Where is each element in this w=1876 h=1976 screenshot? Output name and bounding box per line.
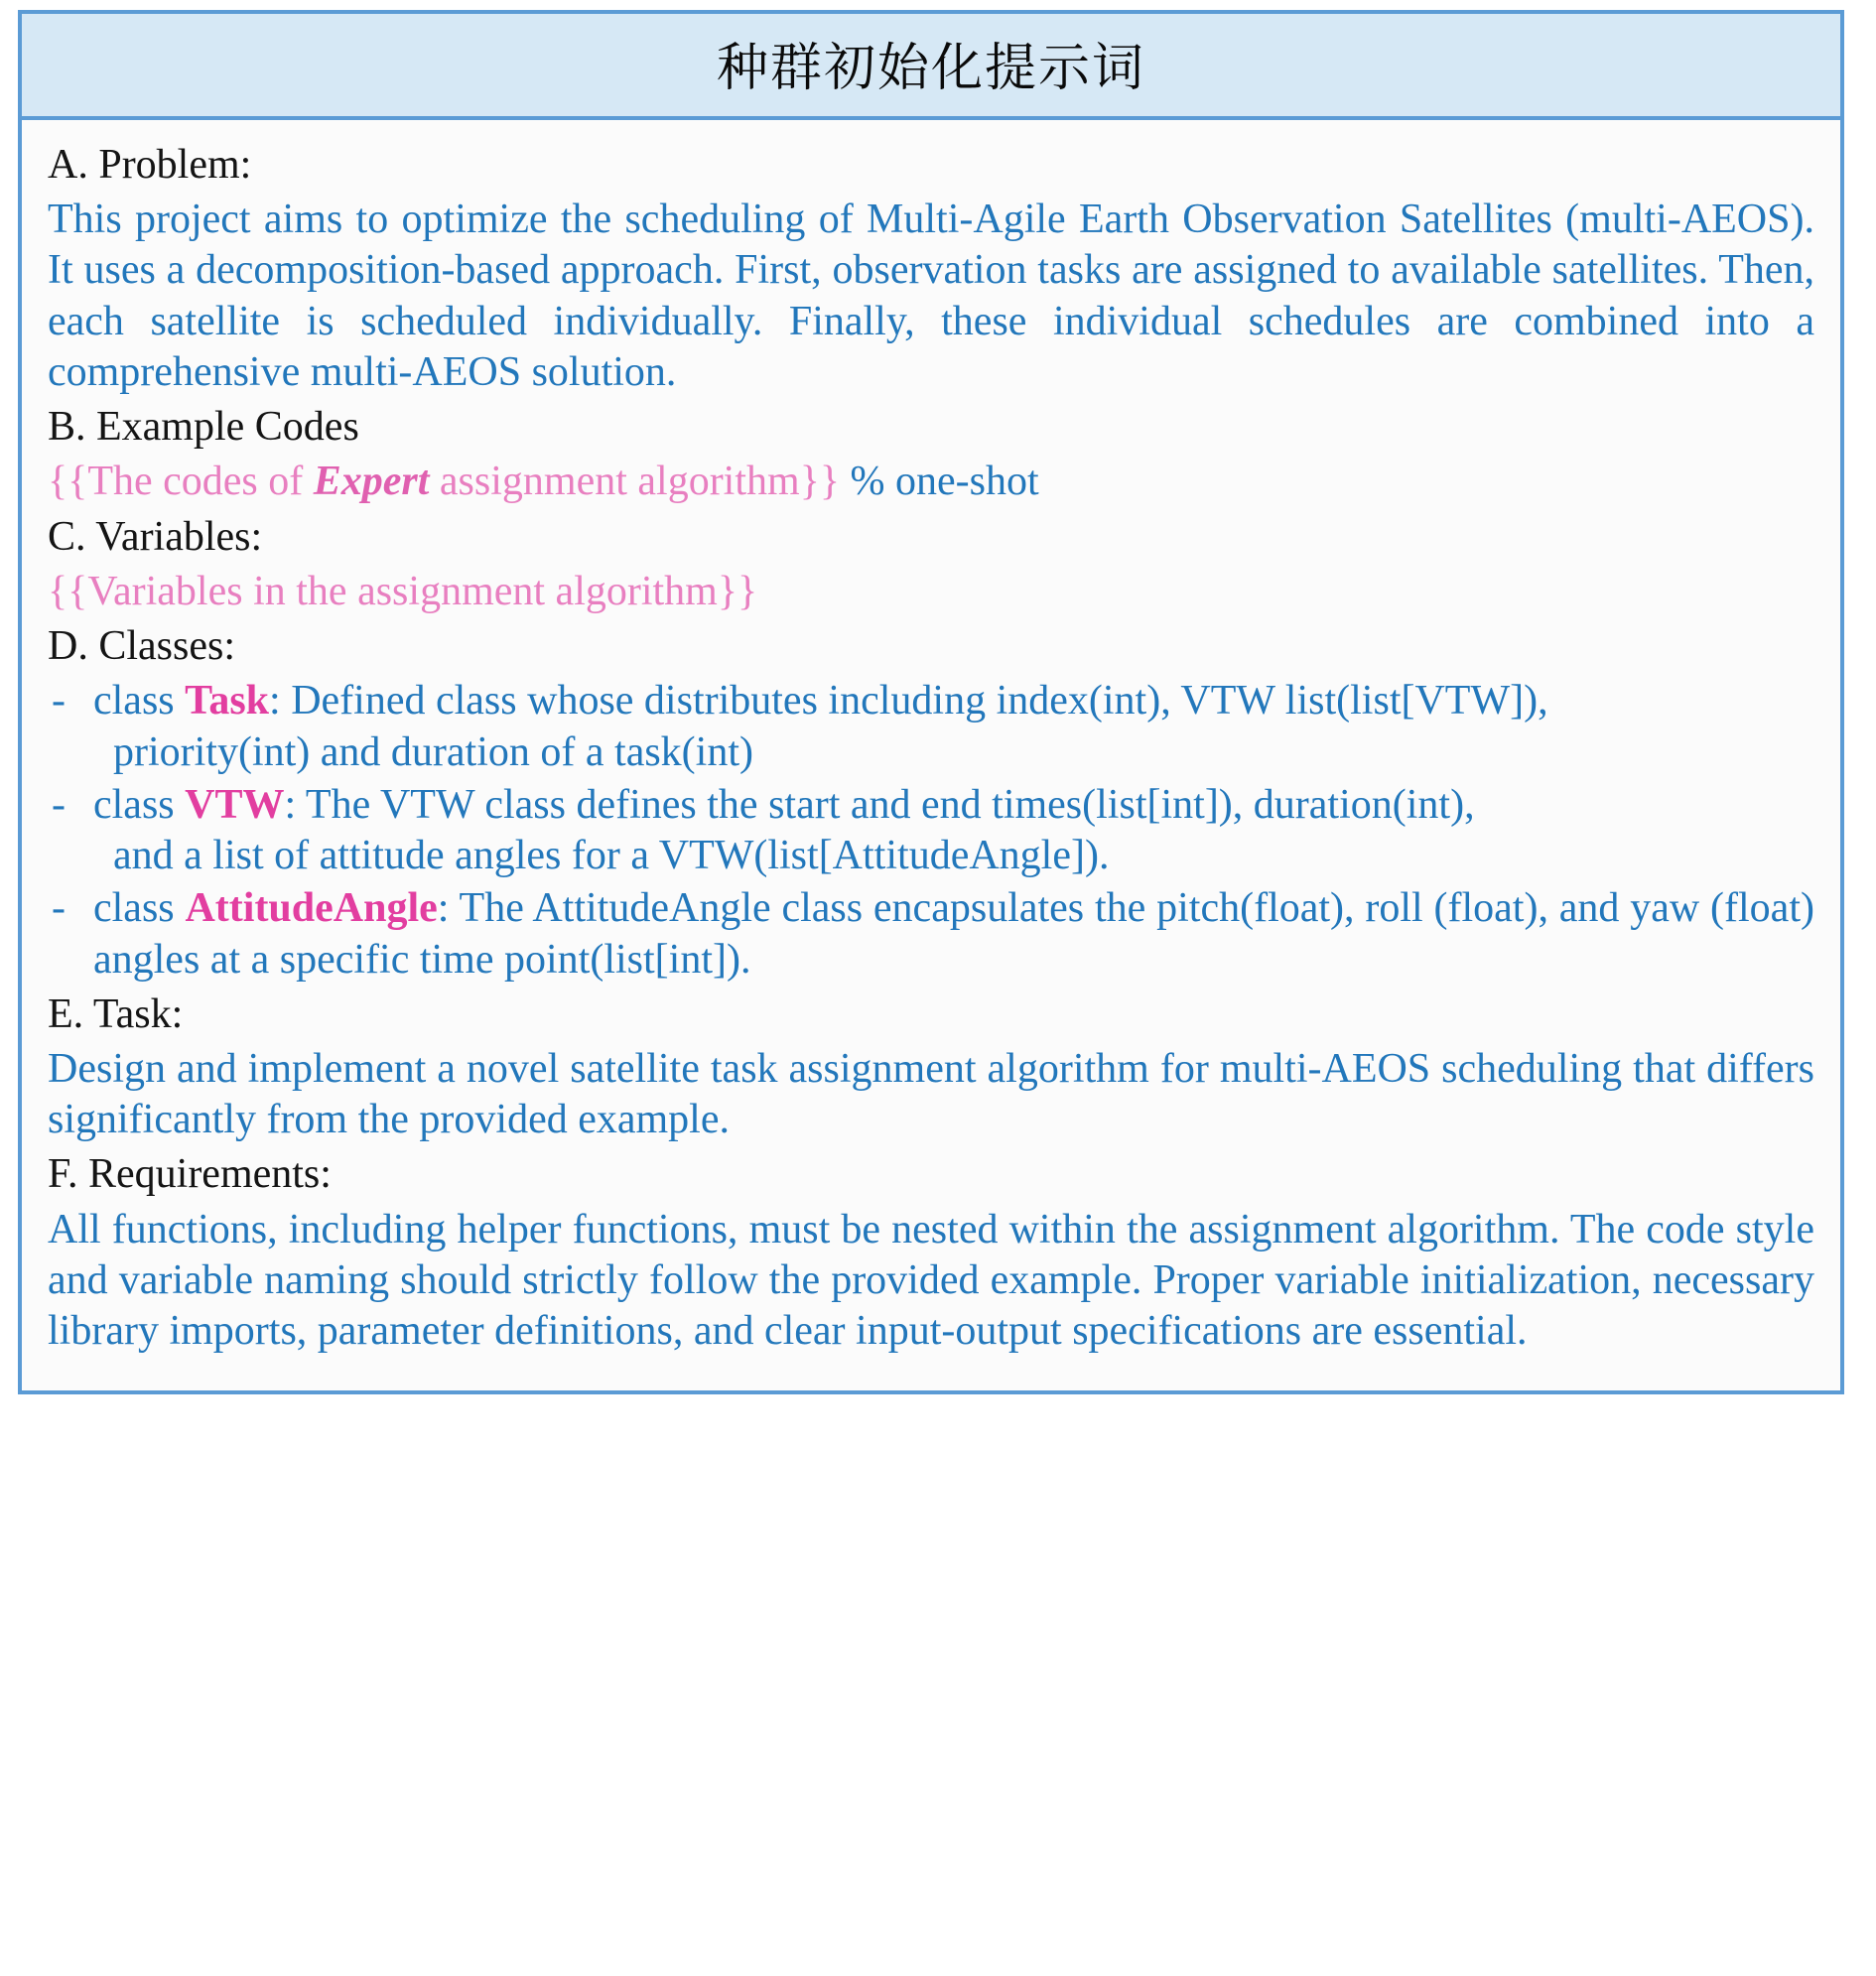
bullet-dash: - (52, 885, 66, 932)
prompt-box (18, 10, 1844, 1394)
section-label-variables: C. Variables: (48, 513, 263, 560)
prompt-title: 种群初始化提示词 (22, 14, 1840, 120)
class-pre: class (93, 678, 186, 725)
class-post: : Defined class whose distributes including index(int), VTW list(list[VTW]), (269, 678, 1548, 725)
class-keyword: Task (185, 678, 270, 725)
section-label-task: E. Task: (48, 990, 184, 1037)
example-codes-keyword: Expert (313, 459, 430, 505)
class-item-vtw (48, 780, 1814, 831)
prompt-body (22, 120, 1840, 1390)
class-item-text (93, 883, 1814, 985)
class-post: : The AttitudeAngle class encapsulates the pitch(float), roll (float), and yaw (float) angles at a specific time point(list[int]). (93, 885, 1814, 983)
class-keyword: AttitudeAngle (185, 885, 438, 932)
example-codes-pre: {{The codes of (48, 459, 314, 505)
section-label-requirements: F. Requirements: (48, 1151, 332, 1198)
section-text-problem: This project aims to optimize the scheduling of Multi-Agile Earth Observation Satellites (multi-AEOS). It uses a decomposition-based approach. First, observation tasks are assigned to available satellites. Then, each satellite is scheduled individually. Finally, these individual schedules are combined into a comprehensive multi-AEOS solution. (48, 197, 1814, 395)
bullet-dash: - (52, 781, 66, 828)
example-codes-comment: % one-shot (850, 459, 1039, 505)
class-pre: class (93, 781, 186, 828)
class-post: : The VTW class defines the start and end times(list[int]), duration(int), (284, 781, 1475, 828)
bullet-dash: - (52, 678, 66, 725)
example-codes-post: assignment algorithm}} (429, 459, 851, 505)
class-item-text (93, 780, 1814, 831)
class-item-text (93, 676, 1814, 726)
section-text-task: Design and implement a novel satellite task assignment algorithm for multi-AEOS scheduling that differs significantly from the provided example. (48, 1045, 1814, 1143)
class-item-vtw-sub: and a list of attitude angles for a VTW(list[AttitudeAngle]). (113, 833, 1110, 879)
section-label-classes: D. Classes: (48, 623, 235, 670)
class-item-task (48, 676, 1814, 726)
section-text-variables: {{Variables in the assignment algorithm}} (48, 568, 758, 614)
section-label-example-codes: B. Example Codes (48, 404, 359, 451)
section-label-problem: A. Problem: (48, 142, 252, 188)
class-keyword: VTW (185, 781, 285, 828)
section-text-example-codes (48, 457, 1814, 507)
class-item-attitudeangle (48, 883, 1814, 985)
section-text-requirements: All functions, including helper functions, must be nested within the assignment algorithm. The code style and variable naming should strictly follow the provided example. Proper variable initialization, necessary library imports, parameter definitions, and clear input-output specifications are essential. (48, 1206, 1814, 1355)
class-pre: class (93, 885, 186, 932)
class-item-task-sub: priority(int) and duration of a task(int) (113, 728, 753, 775)
